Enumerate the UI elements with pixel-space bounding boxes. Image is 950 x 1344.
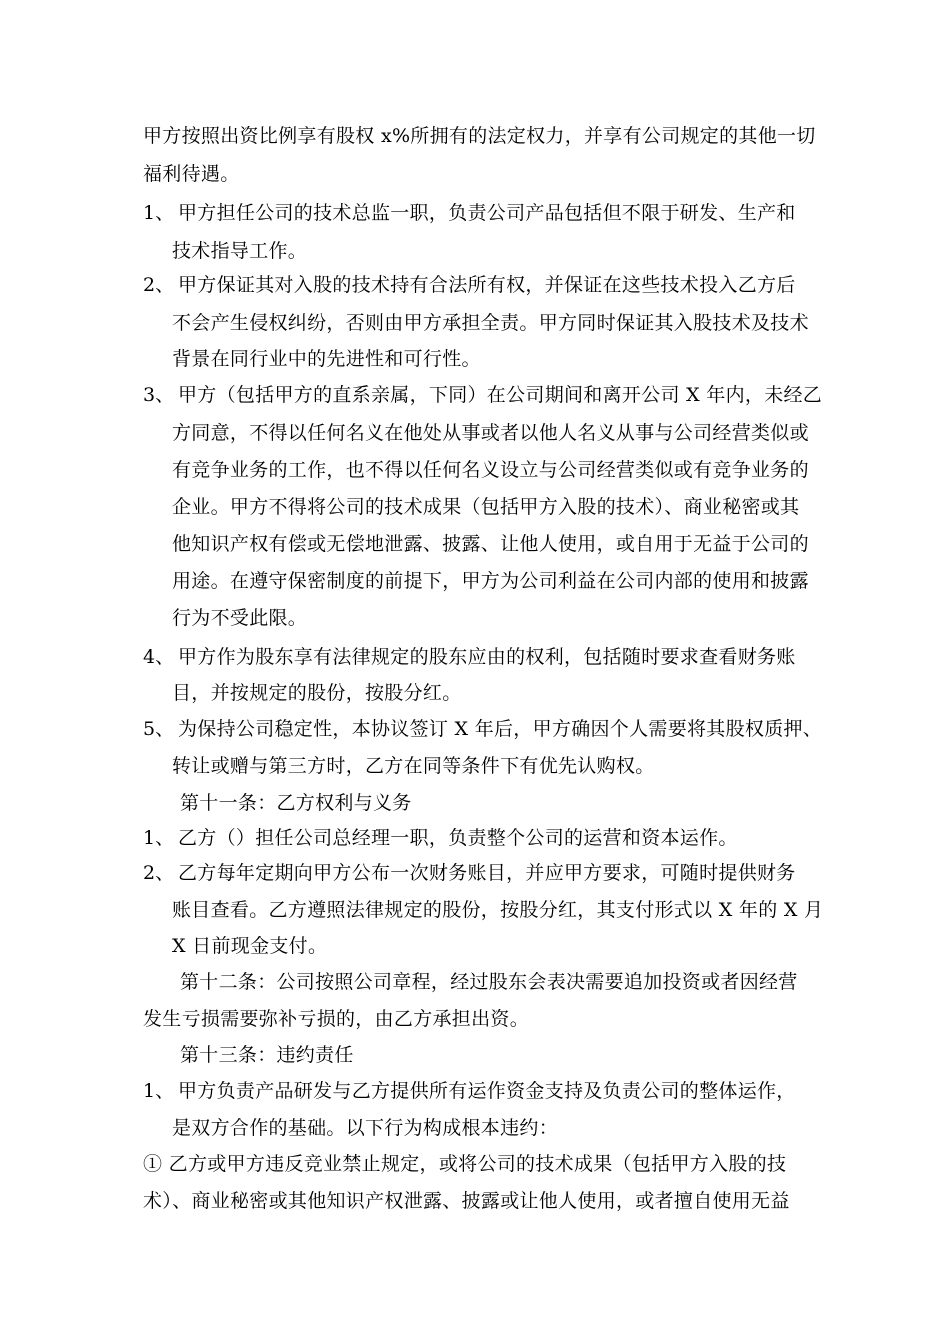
item-a3-line-4: 企业。甲方不得将公司的技术成果（包括甲方入股的技术）、商业秘密或其	[172, 496, 800, 518]
item-a3-line-1: 甲方（包括甲方的直系亲属，下同）在公司期间和离开公司 X 年内，未经乙	[178, 384, 823, 406]
item-a4-line-1: 甲方作为股东享有法律规定的股东应由的权利，包括随时要求查看财务账	[178, 646, 796, 668]
article-12-line-1: 第十二条：公司按照公司章程，经过股东会表决需要追加投资或者因经营	[180, 971, 798, 993]
item-b1-line-1: 乙方（）担任公司总经理一职，负责整个公司的运营和资本运作。	[178, 827, 738, 849]
article-11-heading: 第十一条：乙方权利与义务	[180, 792, 412, 814]
item-number: 4、	[143, 646, 175, 668]
item-a3-line-6: 用途。在遵守保密制度的前提下，甲方为公司利益在公司内部的使用和披露	[172, 570, 809, 592]
item-number: 2、	[143, 274, 175, 296]
item-number: 1、	[143, 1080, 175, 1102]
item-a1-line-1: 甲方担任公司的技术总监一职，负责公司产品包括但不限于研发、生产和	[178, 202, 796, 224]
item-b2-line-2: 账目查看。乙方遵照法律规定的股份，按股分红，其支付形式以 X 年的 X 月	[172, 899, 824, 921]
item-a2-line-1: 甲方保证其对入股的技术持有合法所有权，并保证在这些技术投入乙方后	[178, 274, 796, 296]
intro-line-2: 福利待遇。	[143, 163, 240, 185]
item-a3-line-5: 他知识产权有偿或无偿地泄露、披露、让他人使用，或自用于无益于公司的	[172, 533, 809, 555]
item-c1-line-2: 是双方合作的基础。以下行为构成根本违约：	[172, 1117, 559, 1139]
article-13-heading: 第十三条：违约责任	[180, 1044, 354, 1066]
item-a4-line-2: 目，并按规定的股份，按股分红。	[172, 682, 462, 704]
item-b2-line-1: 乙方每年定期向甲方公布一次财务账目，并应甲方要求，可随时提供财务	[178, 862, 796, 884]
item-a3-line-3: 有竞争业务的工作，也不得以任何名义设立与公司经营类似或有竞争业务的	[172, 459, 809, 481]
item-a5-line-2: 转让或赠与第三方时，乙方在同等条件下有优先认购权。	[172, 755, 655, 777]
item-a3-line-7: 行为不受此限。	[172, 607, 308, 629]
item-a5-line-1: 为保持公司稳定性，本协议签订 X 年后，甲方确因个人需要将其股权质押、	[178, 718, 823, 740]
clause-1-line-1: ① 乙方或甲方违反竞业禁止规定，或将公司的技术成果（包括甲方入股的技	[143, 1153, 787, 1175]
intro-line-1: 甲方按照出资比例享有股权 x%所拥有的法定权力，并享有公司规定的其他一切	[143, 125, 816, 147]
item-a1-line-2: 技术指导工作。	[172, 240, 308, 262]
item-a2-line-2: 不会产生侵权纠纷，否则由甲方承担全责。甲方同时保证其入股技术及技术	[172, 312, 809, 334]
article-12-line-2: 发生亏损需要弥补亏损的，由乙方承担出资。	[143, 1008, 530, 1030]
item-a3-line-2: 方同意，不得以任何名义在他处从事或者以他人名义从事与公司经营类似或	[172, 422, 809, 444]
item-number: 5、	[143, 718, 175, 740]
clause-1-line-2: 术）、商业秘密或其他知识产权泄露、披露或让他人使用，或者擅自使用无益	[143, 1190, 790, 1212]
item-c1-line-1: 甲方负责产品研发与乙方提供所有运作资金支持及负责公司的整体运作，	[178, 1080, 796, 1102]
item-a2-line-3: 背景在同行业中的先进性和可行性。	[172, 348, 481, 370]
item-number: 1、	[143, 202, 175, 224]
item-b2-line-3: X 日前现金支付。	[172, 935, 328, 957]
item-number: 2、	[143, 862, 175, 884]
item-number: 1、	[143, 827, 175, 849]
item-number: 3、	[143, 384, 175, 406]
